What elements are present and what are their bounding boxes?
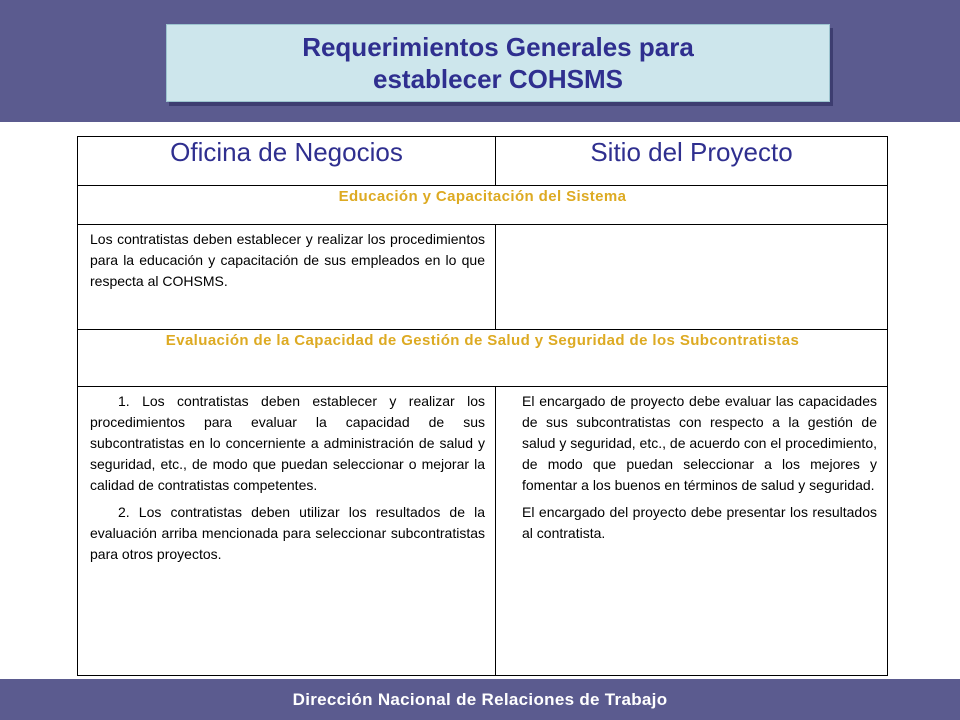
education-office-text: Los contratistas deben establecer y realizar los procedimientos para la educación y capacitación de sus empleados en lo que respecta al COHSMS.	[90, 231, 485, 289]
evaluation-site-cell	[496, 387, 888, 676]
column-header-sitio: Sitio del Proyecto	[496, 137, 888, 186]
page-title-line1: Requerimientos Generales para	[302, 32, 694, 62]
evaluation-office-cell	[78, 387, 496, 676]
footer-organization: Dirección Nacional de Relaciones de Trabajo	[0, 679, 960, 720]
evaluation-office-paragraph-2: 2. Los contratistas deben utilizar los resultados de la evaluación arriba mencionada para seleccionar subcontratistas para otros proyectos.	[90, 504, 485, 562]
section-row-evaluation	[78, 330, 888, 387]
page-title-line2: establecer COHSMS	[373, 64, 623, 94]
column-header-oficina: Oficina de Negocios	[78, 137, 496, 186]
table-header-row	[78, 137, 888, 186]
section-heading-education: Educación y Capacitación del Sistema	[78, 186, 888, 225]
title-box	[166, 24, 830, 102]
evaluation-site-paragraph-2: El encargado del proyecto debe presentar los resultados al contratista.	[522, 504, 877, 541]
evaluation-site-paragraph-1: El encargado de proyecto debe evaluar las capacidades de sus subcontratistas con respecto a la gestión de salud y seguridad, etc., de acuerdo con el procedimiento, de modo que puedan seleccionar a los mejores y fomentar a los buenos en términos de salud y seguridad.	[522, 393, 877, 493]
requirements-table	[77, 136, 888, 676]
table-row	[78, 387, 888, 676]
education-site-cell	[496, 225, 888, 330]
education-office-cell	[78, 225, 496, 330]
section-heading-evaluation: Evaluación de la Capacidad de Gestión de Salud y Seguridad de los Subcontratistas	[78, 330, 888, 387]
section-row-education	[78, 186, 888, 225]
table-row	[78, 225, 888, 330]
evaluation-office-paragraph-1: 1. Los contratistas deben establecer y realizar los procedimientos para evaluar la capacidad de sus subcontratistas en lo concerniente a administración de salud y seguridad, etc., de modo que puedan seleccionar o mejorar la calidad de contratistas competentes.	[90, 393, 485, 493]
